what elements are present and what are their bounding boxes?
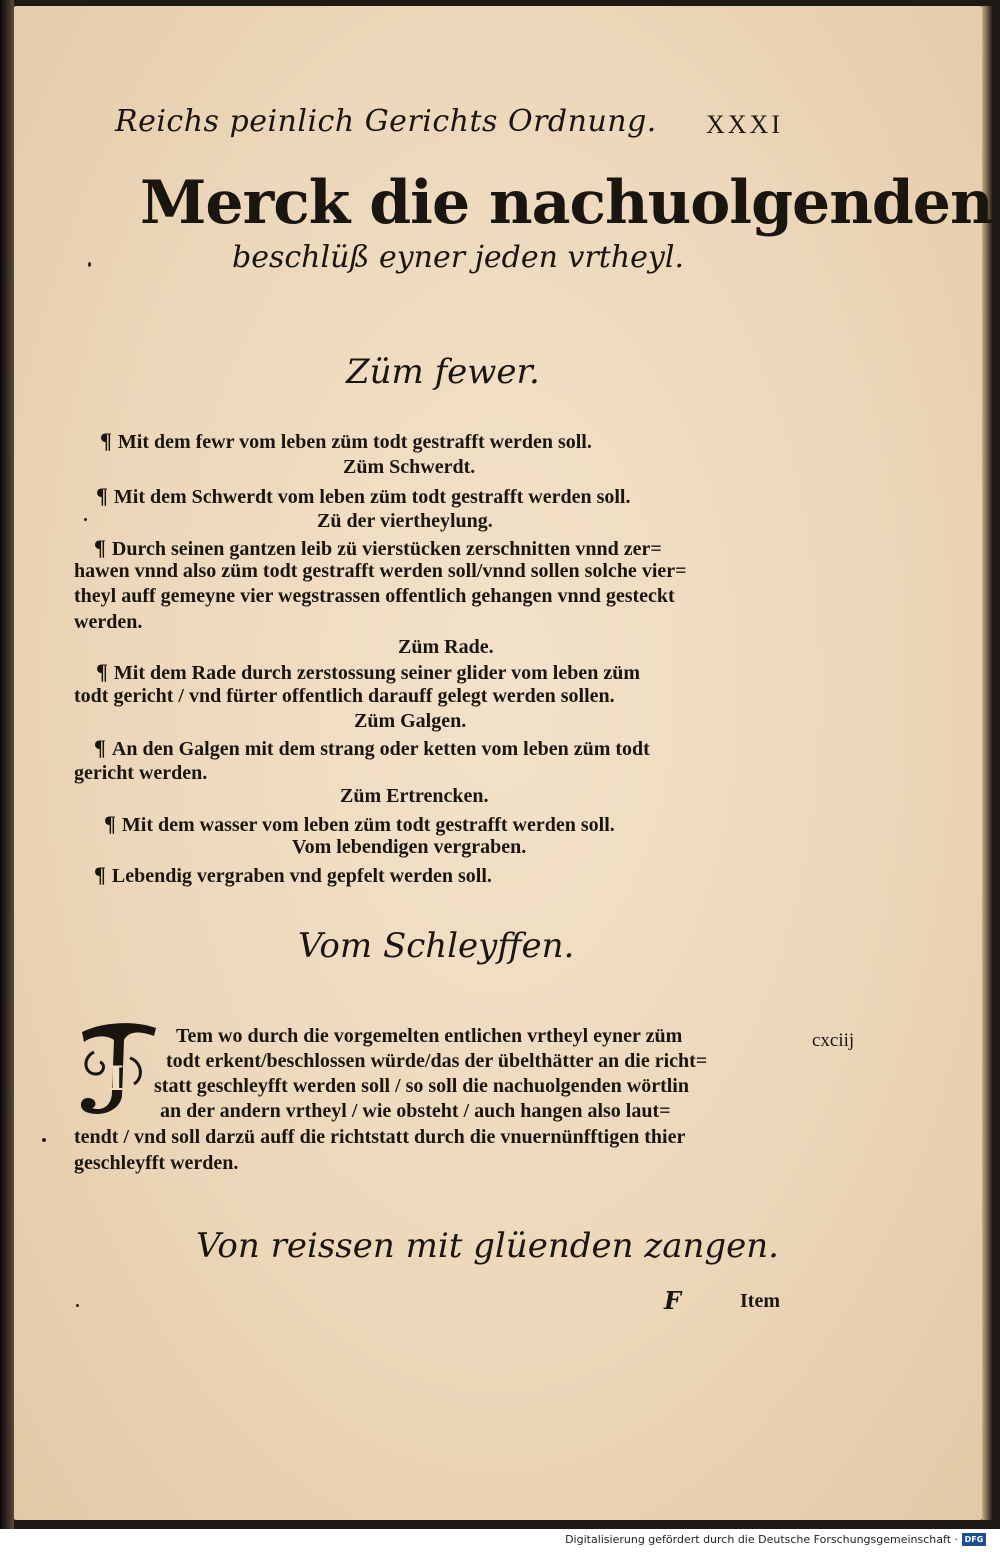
entry-line: ¶ Mit dem fewr vom leben züm todt gestrafft werden soll. <box>100 428 592 453</box>
decorated-initial <box>72 1018 162 1122</box>
paragraph-line: tendt / vnd soll darzü auff die richtstatt durch die vnuernünfftigen thier <box>74 1126 686 1148</box>
paragraph-line: an der andern vrtheyl / wie obsteht / auch hangen also laut= <box>160 1100 671 1122</box>
paragraph-line: statt geschleyfft werden soll / so soll die nachuolgenden wörtlin <box>154 1075 689 1097</box>
pilcrow-icon: ¶ <box>100 428 112 453</box>
entry-line: theyl auff gemeyne vier wegstrassen offentlich gehangen vnnd gesteckt <box>74 585 675 607</box>
entry-line: ¶ Mit dem Schwerdt vom leben züm todt gestrafft werden soll. <box>96 483 631 508</box>
initial-letter: I <box>108 1059 124 1099</box>
dfg-logo-icon: DFG <box>962 1533 986 1546</box>
paragraph-line: geschleyfft werden. <box>74 1152 239 1174</box>
entry-line: ¶ Mit dem Rade durch zerstossung seiner glider vom leben züm <box>96 659 640 684</box>
pilcrow-icon: ¶ <box>104 811 116 836</box>
pilcrow-icon: ¶ <box>94 862 106 887</box>
paragraph-line: Tem wo durch die vorgemelten entlichen vrtheyl eyner züm <box>176 1025 683 1047</box>
pilcrow-icon: ¶ <box>94 735 106 760</box>
subheading: Vom lebendigen vergraben. <box>292 836 527 858</box>
section-title-fire: Züm fewer. <box>346 352 540 392</box>
entry-line: hawen vnnd also züm todt gestrafft werden soll/vnnd sollen solche vier= <box>74 560 687 582</box>
subheading: Züm Rade. <box>398 636 494 658</box>
section-title-tongs: Von reissen mit glüenden zangen. <box>196 1226 779 1266</box>
signature-mark: F <box>664 1286 682 1315</box>
entry-line: ¶ Mit dem wasser vom leben züm todt gestrafft werden soll. <box>104 811 615 836</box>
entry-line: ¶ An den Galgen mit dem strang oder ketten vom leben züm todt <box>94 735 650 760</box>
footer-bar <box>0 1529 1000 1552</box>
entry-line: todt gericht / vnd fürter offentlich darauff gelegt werden sollen. <box>74 685 615 707</box>
entry-line: ¶ Durch seinen gantzen leib zü vierstücken zerschnitten vnnd zer= <box>94 535 662 560</box>
book-spine <box>0 0 14 1529</box>
paper-speck <box>88 262 91 267</box>
paper-speck <box>84 518 87 521</box>
pilcrow-icon: ¶ <box>96 659 108 684</box>
paragraph-line: todt erkent/beschlossen würde/das der übelthätter an die richt= <box>166 1050 708 1072</box>
entry-line: ¶ Lebendig vergraben vnd gepfelt werden soll. <box>94 862 492 887</box>
section-title-drag: Vom Schleyffen. <box>298 926 575 966</box>
marginal-note: cxciij <box>812 1030 855 1051</box>
folio-number: XXXI <box>706 110 783 139</box>
main-heading: Merck die nachuolgenden <box>140 168 993 238</box>
subheading: Züm Schwerdt. <box>343 456 476 478</box>
subheading: Züm Ertrencken. <box>340 785 489 807</box>
subheading: Zü der viertheylung. <box>317 510 493 532</box>
pilcrow-icon: ¶ <box>94 535 106 560</box>
running-head: Reichs peinlich Gerichts Ordnung. <box>115 104 657 139</box>
main-subheading: beschlüß eyner jeden vrtheyl. <box>232 240 684 275</box>
paper-speck <box>42 1138 46 1142</box>
subheading: Züm Galgen. <box>354 710 467 732</box>
pilcrow-icon: ¶ <box>96 483 108 508</box>
entry-line: werden. <box>74 611 143 633</box>
entry-line: gericht werden. <box>74 762 208 784</box>
catchword: Item <box>740 1290 780 1312</box>
paper-speck <box>76 1304 79 1307</box>
footer-credit: Digitalisierung gefördert durch die Deutsche Forschungsgemeinschaft · <box>565 1533 958 1546</box>
